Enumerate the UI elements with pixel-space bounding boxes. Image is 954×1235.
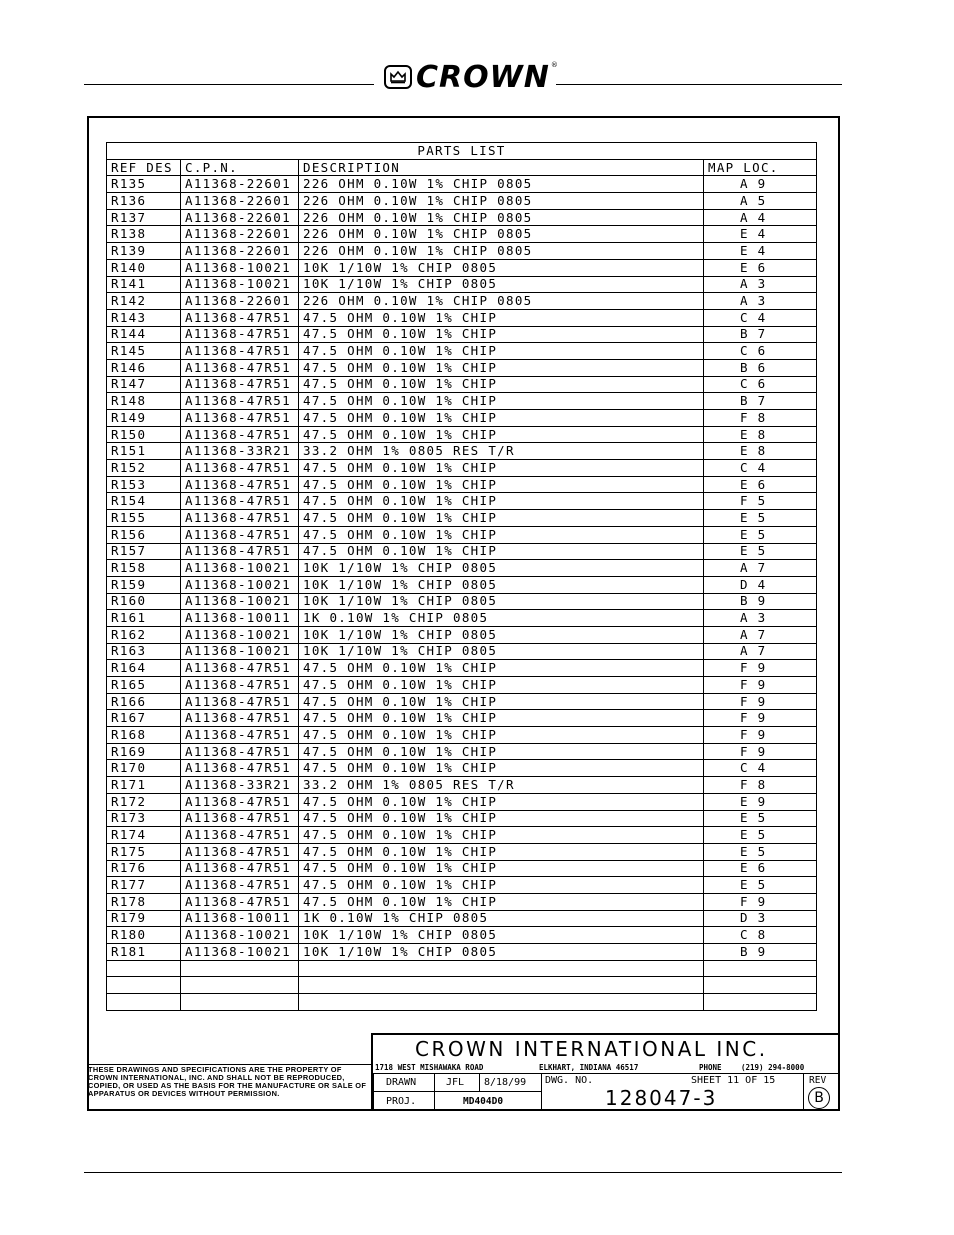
cell-map-loc: E 4 xyxy=(704,243,817,260)
cell-cpn: A11368-22601 xyxy=(181,193,299,210)
revision-letter: B xyxy=(808,1087,830,1109)
cell-ref-des: R156 xyxy=(107,526,181,543)
cell-description: 10K 1/10W 1% CHIP 0805 xyxy=(299,643,704,660)
cell-cpn: A11368-10021 xyxy=(181,927,299,944)
cell-ref-des: R153 xyxy=(107,476,181,493)
table-row xyxy=(107,276,817,293)
cell-description: 47.5 OHM 0.10W 1% CHIP xyxy=(299,343,704,360)
cell-cpn: A11368-10021 xyxy=(181,560,299,577)
cell-description: 47.5 OHM 0.10W 1% CHIP xyxy=(299,843,704,860)
cell-ref-des: R162 xyxy=(107,626,181,643)
cell-cpn: A11368-22601 xyxy=(181,226,299,243)
cell-ref-des: R136 xyxy=(107,193,181,210)
empty-table-row xyxy=(107,977,817,994)
cell-cpn: A11368-47R51 xyxy=(181,877,299,894)
cell-cpn: A11368-33R21 xyxy=(181,443,299,460)
cell-map-loc: C 4 xyxy=(704,760,817,777)
cell-cpn: A11368-47R51 xyxy=(181,743,299,760)
cell-ref-des: R143 xyxy=(107,309,181,326)
cell-ref-des: R166 xyxy=(107,693,181,710)
cell-cpn: A11368-10021 xyxy=(181,643,299,660)
cell-ref-des: R145 xyxy=(107,343,181,360)
empty-cell xyxy=(107,994,181,1011)
cell-map-loc: F 9 xyxy=(704,893,817,910)
table-row xyxy=(107,760,817,777)
cell-description: 226 OHM 0.10W 1% CHIP 0805 xyxy=(299,193,704,210)
cell-ref-des: R181 xyxy=(107,944,181,961)
cell-map-loc: E 5 xyxy=(704,510,817,527)
table-row xyxy=(107,543,817,560)
cell-cpn: A11368-47R51 xyxy=(181,893,299,910)
cell-description: 47.5 OHM 0.10W 1% CHIP xyxy=(299,710,704,727)
cell-map-loc: B 9 xyxy=(704,944,817,961)
table-row xyxy=(107,426,817,443)
cell-map-loc: E 8 xyxy=(704,443,817,460)
cell-description: 47.5 OHM 0.10W 1% CHIP xyxy=(299,510,704,527)
cell-description: 1K 0.10W 1% CHIP 0805 xyxy=(299,910,704,927)
cell-cpn: A11368-47R51 xyxy=(181,326,299,343)
cell-cpn: A11368-47R51 xyxy=(181,526,299,543)
cell-map-loc: A 3 xyxy=(704,610,817,627)
cell-cpn: A11368-22601 xyxy=(181,293,299,310)
cell-description: 226 OHM 0.10W 1% CHIP 0805 xyxy=(299,243,704,260)
cell-description: 47.5 OHM 0.10W 1% CHIP xyxy=(299,827,704,844)
cell-ref-des: R165 xyxy=(107,677,181,694)
logo-wordmark: CROWN xyxy=(416,59,550,95)
cell-ref-des: R179 xyxy=(107,910,181,927)
table-row xyxy=(107,293,817,310)
cell-map-loc: F 5 xyxy=(704,493,817,510)
cell-cpn: A11368-10021 xyxy=(181,944,299,961)
proprietary-notice: THESE DRAWINGS AND SPECIFICATIONS ARE THE PROPERTY OF CROWN INTERNATIONAL, INC. AND SHALL NOT BE REPRODUCED, COPIED, OR USED AS THE BASIS FOR THE MANUFACTURE OR SALE OF APPARATUS OR DEVICES WITHOUT PERMISSION. xyxy=(88,1065,367,1098)
table-row xyxy=(107,893,817,910)
table-row xyxy=(107,226,817,243)
cell-ref-des: R157 xyxy=(107,543,181,560)
empty-cell xyxy=(107,977,181,994)
table-row xyxy=(107,443,817,460)
cell-ref-des: R180 xyxy=(107,927,181,944)
cell-ref-des: R140 xyxy=(107,259,181,276)
table-row xyxy=(107,176,817,193)
cell-ref-des: R167 xyxy=(107,710,181,727)
cell-description: 10K 1/10W 1% CHIP 0805 xyxy=(299,927,704,944)
cell-map-loc: C 6 xyxy=(704,343,817,360)
empty-cell xyxy=(299,977,704,994)
drawing-date: 8/18/99 xyxy=(479,1073,542,1092)
parts-list-table xyxy=(106,142,817,1011)
table-row xyxy=(107,209,817,226)
footer-rule xyxy=(84,1172,842,1173)
cell-description: 47.5 OHM 0.10W 1% CHIP xyxy=(299,893,704,910)
cell-map-loc: E 5 xyxy=(704,526,817,543)
table-row xyxy=(107,326,817,343)
cell-map-loc: A 5 xyxy=(704,193,817,210)
cell-description: 1K 0.10W 1% CHIP 0805 xyxy=(299,610,704,627)
cell-cpn: A11368-47R51 xyxy=(181,393,299,410)
cell-ref-des: R149 xyxy=(107,410,181,427)
cell-map-loc: A 3 xyxy=(704,293,817,310)
cell-map-loc: B 9 xyxy=(704,593,817,610)
cell-ref-des: R169 xyxy=(107,743,181,760)
empty-table-row xyxy=(107,960,817,977)
cell-cpn: A11368-47R51 xyxy=(181,677,299,694)
cell-ref-des: R161 xyxy=(107,610,181,627)
cell-ref-des: R164 xyxy=(107,660,181,677)
cell-description: 47.5 OHM 0.10W 1% CHIP xyxy=(299,493,704,510)
table-row xyxy=(107,910,817,927)
table-row xyxy=(107,860,817,877)
table-row xyxy=(107,843,817,860)
cell-map-loc: E 6 xyxy=(704,860,817,877)
cell-map-loc: C 4 xyxy=(704,309,817,326)
cell-ref-des: R177 xyxy=(107,877,181,894)
table-row xyxy=(107,243,817,260)
cell-cpn: A11368-47R51 xyxy=(181,543,299,560)
table-row xyxy=(107,927,817,944)
sheet-number: SHEET 11 OF 15 xyxy=(691,1075,776,1086)
table-row xyxy=(107,777,817,794)
cell-description: 10K 1/10W 1% CHIP 0805 xyxy=(299,276,704,293)
empty-table-row xyxy=(107,994,817,1011)
cell-ref-des: R148 xyxy=(107,393,181,410)
cell-cpn: A11368-47R51 xyxy=(181,359,299,376)
cell-description: 47.5 OHM 0.10W 1% CHIP xyxy=(299,543,704,560)
drawn-label: DRAWN xyxy=(373,1073,435,1092)
cell-description: 10K 1/10W 1% CHIP 0805 xyxy=(299,259,704,276)
cell-description: 47.5 OHM 0.10W 1% CHIP xyxy=(299,393,704,410)
cell-description: 10K 1/10W 1% CHIP 0805 xyxy=(299,944,704,961)
cell-ref-des: R173 xyxy=(107,810,181,827)
cell-description: 47.5 OHM 0.10W 1% CHIP xyxy=(299,793,704,810)
cell-description: 47.5 OHM 0.10W 1% CHIP xyxy=(299,376,704,393)
table-row xyxy=(107,309,817,326)
empty-cell xyxy=(299,960,704,977)
cell-ref-des: R146 xyxy=(107,359,181,376)
empty-cell xyxy=(704,960,817,977)
cell-ref-des: R155 xyxy=(107,510,181,527)
crown-logo xyxy=(384,60,558,94)
cell-map-loc: E 5 xyxy=(704,543,817,560)
cell-ref-des: R137 xyxy=(107,209,181,226)
logo-registered-mark: ® xyxy=(550,61,558,69)
cell-cpn: A11368-10011 xyxy=(181,610,299,627)
cell-cpn: A11368-22601 xyxy=(181,243,299,260)
phone-number: (219) 294-8000 xyxy=(741,1063,805,1072)
cell-map-loc: F 9 xyxy=(704,660,817,677)
cell-ref-des: R150 xyxy=(107,426,181,443)
cell-cpn: A11368-47R51 xyxy=(181,510,299,527)
company-city: ELKHART, INDIANA 46517 xyxy=(539,1063,639,1072)
empty-cell xyxy=(107,960,181,977)
cell-cpn: A11368-22601 xyxy=(181,209,299,226)
table-row xyxy=(107,677,817,694)
table-row xyxy=(107,343,817,360)
cell-description: 47.5 OHM 0.10W 1% CHIP xyxy=(299,460,704,477)
cell-map-loc: A 7 xyxy=(704,560,817,577)
cell-map-loc: B 7 xyxy=(704,326,817,343)
table-row xyxy=(107,526,817,543)
cell-cpn: A11368-47R51 xyxy=(181,476,299,493)
cell-ref-des: R141 xyxy=(107,276,181,293)
empty-cell xyxy=(704,994,817,1011)
cell-description: 47.5 OHM 0.10W 1% CHIP xyxy=(299,410,704,427)
proj-label: PROJ. xyxy=(373,1091,435,1111)
cell-map-loc: A 3 xyxy=(704,276,817,293)
cell-ref-des: R176 xyxy=(107,860,181,877)
cell-ref-des: R178 xyxy=(107,893,181,910)
cell-cpn: A11368-10011 xyxy=(181,910,299,927)
company-name: CROWN INTERNATIONAL INC. xyxy=(415,1037,768,1061)
table-row xyxy=(107,376,817,393)
empty-cell xyxy=(181,960,299,977)
empty-cell xyxy=(704,977,817,994)
table-row xyxy=(107,626,817,643)
cell-map-loc: C 6 xyxy=(704,376,817,393)
cell-ref-des: R147 xyxy=(107,376,181,393)
cell-ref-des: R174 xyxy=(107,827,181,844)
cell-ref-des: R175 xyxy=(107,843,181,860)
cell-map-loc: E 5 xyxy=(704,843,817,860)
cell-description: 33.2 OHM 1% 0805 RES T/R xyxy=(299,443,704,460)
header-rule-left xyxy=(84,84,374,85)
column-header-cpn: C.P.N. xyxy=(181,159,299,176)
cell-cpn: A11368-47R51 xyxy=(181,860,299,877)
cell-description: 47.5 OHM 0.10W 1% CHIP xyxy=(299,660,704,677)
title-block xyxy=(371,1033,840,1111)
cell-description: 47.5 OHM 0.10W 1% CHIP xyxy=(299,526,704,543)
cell-cpn: A11368-47R51 xyxy=(181,343,299,360)
cell-description: 47.5 OHM 0.10W 1% CHIP xyxy=(299,359,704,376)
table-row xyxy=(107,643,817,660)
column-header-ref-des: REF DES xyxy=(107,159,181,176)
cell-ref-des: R172 xyxy=(107,793,181,810)
drawn-by: JFL xyxy=(434,1073,480,1092)
cell-cpn: A11368-47R51 xyxy=(181,710,299,727)
cell-cpn: A11368-10021 xyxy=(181,576,299,593)
table-row xyxy=(107,944,817,961)
cell-description: 226 OHM 0.10W 1% CHIP 0805 xyxy=(299,209,704,226)
cell-cpn: A11368-47R51 xyxy=(181,493,299,510)
cell-map-loc: A 7 xyxy=(704,643,817,660)
cell-map-loc: C 4 xyxy=(704,460,817,477)
cell-cpn: A11368-47R51 xyxy=(181,793,299,810)
cell-map-loc: E 6 xyxy=(704,476,817,493)
table-row xyxy=(107,727,817,744)
header-rule-right xyxy=(556,84,842,85)
table-row xyxy=(107,693,817,710)
crown-icon xyxy=(384,65,412,89)
table-row xyxy=(107,793,817,810)
column-header-map-loc: MAP LOC. xyxy=(704,159,817,176)
table-row xyxy=(107,827,817,844)
cell-cpn: A11368-10021 xyxy=(181,259,299,276)
cell-map-loc: B 7 xyxy=(704,393,817,410)
cell-cpn: A11368-10021 xyxy=(181,626,299,643)
cell-map-loc: B 6 xyxy=(704,359,817,376)
drawing-number: 128047-3 xyxy=(605,1086,718,1110)
cell-description: 10K 1/10W 1% CHIP 0805 xyxy=(299,593,704,610)
table-row xyxy=(107,259,817,276)
cell-cpn: A11368-47R51 xyxy=(181,309,299,326)
cell-description: 47.5 OHM 0.10W 1% CHIP xyxy=(299,476,704,493)
cell-description: 47.5 OHM 0.10W 1% CHIP xyxy=(299,860,704,877)
empty-cell xyxy=(299,994,704,1011)
cell-cpn: A11368-47R51 xyxy=(181,660,299,677)
dwg-label: DWG. NO. xyxy=(545,1075,594,1086)
cell-map-loc: C 8 xyxy=(704,927,817,944)
table-row xyxy=(107,359,817,376)
cell-map-loc: F 9 xyxy=(704,743,817,760)
cell-map-loc: E 5 xyxy=(704,827,817,844)
cell-map-loc: F 9 xyxy=(704,693,817,710)
cell-ref-des: R154 xyxy=(107,493,181,510)
table-row xyxy=(107,743,817,760)
table-row xyxy=(107,660,817,677)
cell-map-loc: F 8 xyxy=(704,410,817,427)
cell-map-loc: F 9 xyxy=(704,727,817,744)
cell-description: 47.5 OHM 0.10W 1% CHIP xyxy=(299,426,704,443)
table-row xyxy=(107,560,817,577)
column-header-description: DESCRIPTION xyxy=(299,159,704,176)
table-row xyxy=(107,393,817,410)
company-address: 1718 WEST MISHAWAKA ROAD xyxy=(375,1063,484,1072)
table-row xyxy=(107,493,817,510)
cell-cpn: A11368-33R21 xyxy=(181,777,299,794)
cell-ref-des: R135 xyxy=(107,176,181,193)
cell-description: 47.5 OHM 0.10W 1% CHIP xyxy=(299,810,704,827)
table-row xyxy=(107,510,817,527)
cell-map-loc: D 4 xyxy=(704,576,817,593)
cell-map-loc: E 6 xyxy=(704,259,817,276)
parts-list-title: PARTS LIST xyxy=(107,143,817,160)
phone-label: PHONE xyxy=(699,1063,722,1072)
cell-cpn: A11368-47R51 xyxy=(181,810,299,827)
cell-description: 10K 1/10W 1% CHIP 0805 xyxy=(299,576,704,593)
cell-map-loc: F 8 xyxy=(704,777,817,794)
project-number: MD404D0 xyxy=(434,1091,542,1111)
cell-ref-des: R159 xyxy=(107,576,181,593)
cell-cpn: A11368-47R51 xyxy=(181,410,299,427)
table-row xyxy=(107,877,817,894)
cell-map-loc: F 9 xyxy=(704,710,817,727)
cell-cpn: A11368-47R51 xyxy=(181,693,299,710)
cell-map-loc: E 8 xyxy=(704,426,817,443)
cell-map-loc: E 5 xyxy=(704,810,817,827)
cell-ref-des: R158 xyxy=(107,560,181,577)
cell-ref-des: R152 xyxy=(107,460,181,477)
cell-map-loc: A 7 xyxy=(704,626,817,643)
cell-description: 33.2 OHM 1% 0805 RES T/R xyxy=(299,777,704,794)
cell-ref-des: R160 xyxy=(107,593,181,610)
cell-cpn: A11368-22601 xyxy=(181,176,299,193)
table-row xyxy=(107,593,817,610)
cell-map-loc: D 3 xyxy=(704,910,817,927)
table-row xyxy=(107,460,817,477)
parts-list-body xyxy=(107,176,817,1010)
cell-description: 47.5 OHM 0.10W 1% CHIP xyxy=(299,743,704,760)
cell-ref-des: R144 xyxy=(107,326,181,343)
cell-cpn: A11368-47R51 xyxy=(181,460,299,477)
cell-map-loc: F 9 xyxy=(704,677,817,694)
cell-cpn: A11368-47R51 xyxy=(181,426,299,443)
cell-description: 226 OHM 0.10W 1% CHIP 0805 xyxy=(299,226,704,243)
cell-description: 226 OHM 0.10W 1% CHIP 0805 xyxy=(299,176,704,193)
cell-description: 47.5 OHM 0.10W 1% CHIP xyxy=(299,727,704,744)
rev-label: REV xyxy=(809,1075,827,1086)
cell-description: 47.5 OHM 0.10W 1% CHIP xyxy=(299,760,704,777)
cell-cpn: A11368-47R51 xyxy=(181,843,299,860)
table-row xyxy=(107,410,817,427)
table-row xyxy=(107,576,817,593)
cell-description: 10K 1/10W 1% CHIP 0805 xyxy=(299,560,704,577)
cell-cpn: A11368-47R51 xyxy=(181,827,299,844)
cell-description: 47.5 OHM 0.10W 1% CHIP xyxy=(299,693,704,710)
cell-ref-des: R139 xyxy=(107,243,181,260)
cell-map-loc: E 4 xyxy=(704,226,817,243)
cell-ref-des: R170 xyxy=(107,760,181,777)
table-row xyxy=(107,810,817,827)
table-row xyxy=(107,610,817,627)
cell-map-loc: E 9 xyxy=(704,793,817,810)
cell-cpn: A11368-47R51 xyxy=(181,760,299,777)
cell-description: 47.5 OHM 0.10W 1% CHIP xyxy=(299,677,704,694)
cell-cpn: A11368-47R51 xyxy=(181,727,299,744)
cell-ref-des: R142 xyxy=(107,293,181,310)
cell-map-loc: A 4 xyxy=(704,209,817,226)
cell-description: 47.5 OHM 0.10W 1% CHIP xyxy=(299,877,704,894)
empty-cell xyxy=(181,977,299,994)
cell-map-loc: A 9 xyxy=(704,176,817,193)
cell-description: 47.5 OHM 0.10W 1% CHIP xyxy=(299,326,704,343)
empty-cell xyxy=(181,994,299,1011)
table-row xyxy=(107,710,817,727)
cell-map-loc: E 5 xyxy=(704,877,817,894)
cell-ref-des: R138 xyxy=(107,226,181,243)
table-row xyxy=(107,476,817,493)
cell-cpn: A11368-47R51 xyxy=(181,376,299,393)
table-row xyxy=(107,193,817,210)
cell-description: 226 OHM 0.10W 1% CHIP 0805 xyxy=(299,293,704,310)
cell-description: 47.5 OHM 0.10W 1% CHIP xyxy=(299,309,704,326)
cell-ref-des: R171 xyxy=(107,777,181,794)
cell-description: 10K 1/10W 1% CHIP 0805 xyxy=(299,626,704,643)
cell-cpn: A11368-10021 xyxy=(181,593,299,610)
cell-ref-des: R151 xyxy=(107,443,181,460)
cell-cpn: A11368-10021 xyxy=(181,276,299,293)
cell-ref-des: R168 xyxy=(107,727,181,744)
cell-ref-des: R163 xyxy=(107,643,181,660)
